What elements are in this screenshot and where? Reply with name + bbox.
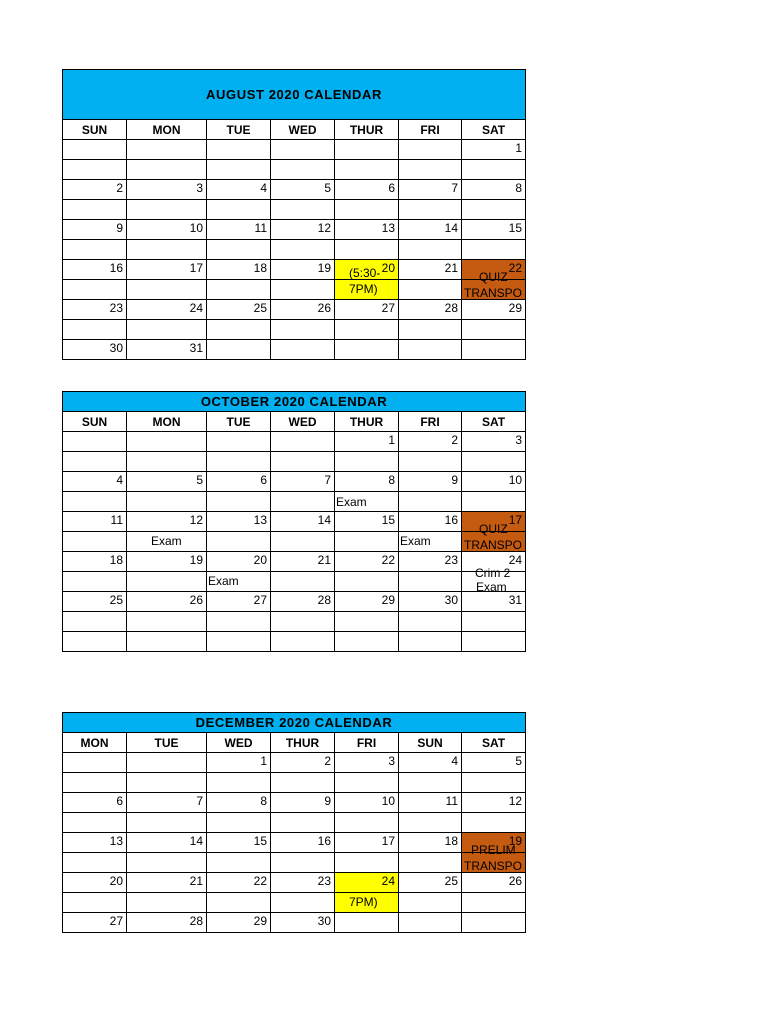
note-cell	[462, 240, 526, 260]
august-day: 23	[63, 300, 127, 320]
october-day: 26	[127, 592, 207, 612]
october-day: 13	[207, 512, 271, 532]
note-cell	[127, 853, 207, 873]
october-day: 2	[399, 432, 462, 452]
october-header-thur: THUR	[335, 412, 399, 432]
august-day: 13	[335, 220, 399, 240]
december-day: 12	[462, 793, 526, 813]
december-day: 21	[127, 873, 207, 893]
august-day	[335, 340, 399, 360]
note-cell	[127, 240, 207, 260]
october-day	[207, 432, 271, 452]
note-cell	[207, 893, 271, 913]
note-cell	[63, 853, 127, 873]
note-cell	[271, 320, 335, 340]
note-cell	[335, 532, 399, 552]
december-title: DECEMBER 2020 CALENDAR	[63, 713, 526, 733]
october-day: 25	[63, 592, 127, 612]
event-note: Crim 2	[475, 566, 511, 580]
august-header-fri: FRI	[399, 120, 462, 140]
note-cell	[207, 280, 271, 300]
december-day: 14	[127, 833, 207, 853]
august-day: 21	[399, 260, 462, 280]
note-cell	[335, 240, 399, 260]
december-header-mon: MON	[63, 733, 127, 753]
december-day: 3	[335, 753, 399, 773]
note-cell	[335, 853, 399, 873]
note-cell	[335, 492, 399, 512]
august-header-thur: THUR	[335, 120, 399, 140]
note-cell	[335, 612, 399, 632]
august-day: 30	[63, 340, 127, 360]
august-day: 19	[271, 260, 335, 280]
note-cell	[127, 160, 207, 180]
october-day: 10	[462, 472, 526, 492]
october-header-fri: FRI	[399, 412, 462, 432]
note-cell	[207, 200, 271, 220]
august-day: 9	[63, 220, 127, 240]
december-calendar	[62, 712, 525, 933]
note-cell	[335, 773, 399, 793]
october-header-wed: WED	[271, 412, 335, 432]
note-cell	[399, 612, 462, 632]
october-day: 29	[335, 592, 399, 612]
note-cell	[399, 492, 462, 512]
december-day: 7	[127, 793, 207, 813]
event-note: TRANSPO	[464, 538, 523, 552]
august-day: 27	[335, 300, 399, 320]
note-cell	[335, 452, 399, 472]
october-day-highlight: QUIZ 17	[462, 512, 526, 532]
note-cell	[271, 280, 335, 300]
note-cell	[271, 532, 335, 552]
august-day: 12	[271, 220, 335, 240]
october-day: 15	[335, 512, 399, 532]
october-day: 4	[63, 472, 127, 492]
note-cell	[462, 452, 526, 472]
note-cell	[399, 572, 462, 592]
note-cell	[335, 320, 399, 340]
december-day: 27	[63, 913, 127, 933]
event-note: (5:30-	[349, 266, 381, 280]
august-day: 10	[127, 220, 207, 240]
note-cell	[399, 240, 462, 260]
august-day: 29	[462, 300, 526, 320]
note-cell	[207, 320, 271, 340]
event-note: Exam	[208, 574, 239, 588]
note-cell	[63, 632, 127, 652]
note-cell	[63, 572, 127, 592]
december-day: 2	[271, 753, 335, 773]
october-day: 3	[462, 432, 526, 452]
october-day: 28	[271, 592, 335, 612]
august-day: 31	[127, 340, 207, 360]
note-cell	[127, 612, 207, 632]
note-cell	[462, 200, 526, 220]
note-cell	[63, 492, 127, 512]
note-cell	[127, 280, 207, 300]
october-day: 14	[271, 512, 335, 532]
note-cell	[399, 632, 462, 652]
december-day: 1	[207, 753, 271, 773]
note-cell	[462, 632, 526, 652]
december-day: 18	[399, 833, 462, 853]
note-cell	[271, 893, 335, 913]
event-note: Exam	[336, 495, 367, 509]
december-day: 9	[271, 793, 335, 813]
note-cell	[207, 773, 271, 793]
october-day: 8	[335, 472, 399, 492]
august-day: 5	[271, 180, 335, 200]
december-header-fri: FRI	[335, 733, 399, 753]
event-note: QUIZ	[479, 270, 508, 284]
note-cell	[207, 572, 271, 592]
august-day: 11	[207, 220, 271, 240]
december-day	[63, 753, 127, 773]
note-cell	[127, 632, 207, 652]
december-day: 6	[63, 793, 127, 813]
august-day	[399, 140, 462, 160]
event-note: 7PM)	[349, 282, 378, 296]
october-title: OCTOBER 2020 CALENDAR	[63, 392, 526, 412]
august-day	[207, 340, 271, 360]
december-day: 23	[271, 873, 335, 893]
august-day	[399, 340, 462, 360]
august-day	[271, 340, 335, 360]
october-day: 20	[207, 552, 271, 572]
note-cell	[127, 893, 207, 913]
october-header-sun: SUN	[63, 412, 127, 432]
october-day: 11	[63, 512, 127, 532]
august-day	[271, 140, 335, 160]
note-cell	[207, 532, 271, 552]
note-cell	[207, 492, 271, 512]
december-day-highlight: 24	[335, 873, 399, 893]
note-cell	[207, 452, 271, 472]
august-day: 18	[207, 260, 271, 280]
note-cell	[399, 773, 462, 793]
august-calendar	[62, 69, 525, 360]
december-day: 22	[207, 873, 271, 893]
note-cell	[271, 200, 335, 220]
august-day: 1	[462, 140, 526, 160]
note-cell	[462, 320, 526, 340]
note-cell	[207, 853, 271, 873]
october-day: 21	[271, 552, 335, 572]
note-cell	[399, 320, 462, 340]
note-cell	[462, 160, 526, 180]
august-day: 17	[127, 260, 207, 280]
note-cell	[335, 160, 399, 180]
december-day-highlight: PRELIM 19	[462, 833, 526, 853]
note-cell	[127, 532, 207, 552]
december-day: 8	[207, 793, 271, 813]
december-day: 20	[63, 873, 127, 893]
october-day: 24	[462, 552, 526, 572]
august-day: 2	[63, 180, 127, 200]
note-cell	[127, 452, 207, 472]
october-day: 7	[271, 472, 335, 492]
august-day: 24	[127, 300, 207, 320]
august-day-highlight: QUIZ 22	[462, 260, 526, 280]
note-cell	[63, 773, 127, 793]
note-cell	[207, 813, 271, 833]
note-cell	[399, 452, 462, 472]
august-header-wed: WED	[271, 120, 335, 140]
event-note: Exam	[476, 580, 507, 594]
note-cell	[63, 813, 127, 833]
note-cell	[399, 280, 462, 300]
december-day: 28	[127, 913, 207, 933]
october-day: 12	[127, 512, 207, 532]
october-day: 31	[462, 592, 526, 612]
december-day: 5	[462, 753, 526, 773]
note-cell	[335, 632, 399, 652]
october-day: 9	[399, 472, 462, 492]
october-day: 19	[127, 552, 207, 572]
october-header-tue: TUE	[207, 412, 271, 432]
august-day	[207, 140, 271, 160]
note-cell	[63, 320, 127, 340]
note-cell	[63, 612, 127, 632]
note-cell	[127, 320, 207, 340]
note-cell	[271, 160, 335, 180]
note-cell	[271, 452, 335, 472]
event-note: PRELIM	[471, 843, 516, 857]
october-day: 23	[399, 552, 462, 572]
note-cell	[335, 280, 399, 300]
october-day: 18	[63, 552, 127, 572]
note-cell	[271, 492, 335, 512]
october-day: 6	[207, 472, 271, 492]
august-day	[63, 140, 127, 160]
december-header-thur: THUR	[271, 733, 335, 753]
october-header-mon: MON	[127, 412, 207, 432]
note-cell	[63, 280, 127, 300]
october-day	[127, 432, 207, 452]
august-header-sat: SAT	[462, 120, 526, 140]
august-title: AUGUST 2020 CALENDAR	[63, 70, 526, 120]
note-cell	[127, 572, 207, 592]
august-day: 3	[127, 180, 207, 200]
note-cell	[127, 200, 207, 220]
note-cell	[399, 532, 462, 552]
december-day: 29	[207, 913, 271, 933]
august-day	[462, 340, 526, 360]
october-calendar	[62, 391, 525, 652]
note-cell	[63, 240, 127, 260]
note-cell	[207, 612, 271, 632]
december-day: 13	[63, 833, 127, 853]
december-day: 25	[399, 873, 462, 893]
note-cell	[207, 160, 271, 180]
december-day: 10	[335, 793, 399, 813]
december-header-sun: SUN	[399, 733, 462, 753]
december-day: 4	[399, 753, 462, 773]
note-cell	[335, 813, 399, 833]
note-cell	[127, 773, 207, 793]
note-cell	[462, 612, 526, 632]
note-cell	[335, 200, 399, 220]
note-cell	[63, 893, 127, 913]
august-day: 6	[335, 180, 399, 200]
note-cell	[335, 893, 399, 913]
august-day: 14	[399, 220, 462, 240]
note-cell	[399, 813, 462, 833]
december-day: 15	[207, 833, 271, 853]
note-cell	[271, 572, 335, 592]
august-day: 16	[63, 260, 127, 280]
august-header-mon: MON	[127, 120, 207, 140]
event-note: TRANSPO	[464, 286, 523, 300]
december-day	[127, 753, 207, 773]
august-header-sun: SUN	[63, 120, 127, 140]
august-day	[335, 140, 399, 160]
october-day: 5	[127, 472, 207, 492]
august-day: 28	[399, 300, 462, 320]
note-cell	[207, 632, 271, 652]
december-day	[462, 913, 526, 933]
note-cell	[462, 893, 526, 913]
december-day	[335, 913, 399, 933]
note-cell	[271, 632, 335, 652]
note-cell	[271, 612, 335, 632]
note-cell	[462, 813, 526, 833]
note-cell	[127, 492, 207, 512]
note-cell	[63, 160, 127, 180]
august-day: 8	[462, 180, 526, 200]
note-cell	[207, 240, 271, 260]
october-day: 27	[207, 592, 271, 612]
event-note: TRANSPO	[464, 859, 523, 873]
october-day	[271, 432, 335, 452]
august-day-highlight: (5:30- 20	[335, 260, 399, 280]
note-cell	[63, 200, 127, 220]
october-day: 30	[399, 592, 462, 612]
october-day: 1	[335, 432, 399, 452]
note-cell	[127, 813, 207, 833]
event-note: QUIZ	[479, 522, 508, 536]
december-header-tue: TUE	[127, 733, 207, 753]
august-header-tue: TUE	[207, 120, 271, 140]
december-header-wed: WED	[207, 733, 271, 753]
august-day: 4	[207, 180, 271, 200]
august-day: 25	[207, 300, 271, 320]
event-note: Exam	[400, 534, 431, 548]
october-day: 16	[399, 512, 462, 532]
august-day: 7	[399, 180, 462, 200]
note-cell	[399, 853, 462, 873]
october-day	[63, 432, 127, 452]
note-cell	[335, 572, 399, 592]
december-day: 30	[271, 913, 335, 933]
note-cell	[399, 893, 462, 913]
august-day	[127, 140, 207, 160]
december-day: 16	[271, 833, 335, 853]
note-cell	[462, 492, 526, 512]
note-cell	[271, 813, 335, 833]
august-day: 15	[462, 220, 526, 240]
december-day	[399, 913, 462, 933]
note-cell	[462, 566, 526, 594]
note-cell	[399, 160, 462, 180]
event-note: Exam	[151, 534, 182, 548]
note-cell	[462, 773, 526, 793]
december-day: 11	[399, 793, 462, 813]
note-cell	[271, 240, 335, 260]
event-note: 7PM)	[349, 895, 378, 909]
august-day: 26	[271, 300, 335, 320]
note-cell	[271, 773, 335, 793]
note-cell	[271, 853, 335, 873]
december-header-sat: SAT	[462, 733, 526, 753]
october-day: 22	[335, 552, 399, 572]
december-day: 17	[335, 833, 399, 853]
note-cell	[63, 532, 127, 552]
note-cell	[399, 200, 462, 220]
december-day: 26	[462, 873, 526, 893]
note-cell	[63, 452, 127, 472]
october-header-sat: SAT	[462, 412, 526, 432]
